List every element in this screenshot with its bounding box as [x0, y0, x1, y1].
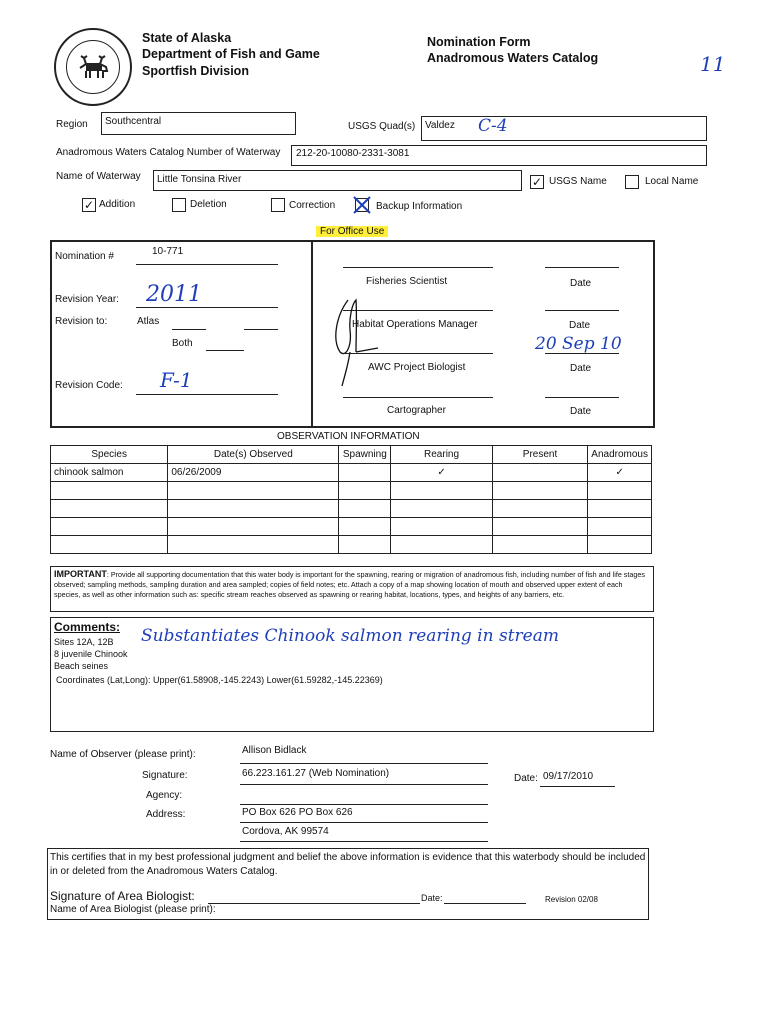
both-line — [206, 350, 244, 351]
col-spawning: Spawning — [339, 446, 391, 464]
usgs-quad-handwritten: C-4 — [478, 116, 508, 136]
cell-anadromous[interactable] — [588, 518, 652, 536]
deletion-label: Deletion — [190, 199, 227, 210]
agency-line-1: State of Alaska — [142, 31, 232, 45]
region-field[interactable] — [101, 112, 296, 135]
habitat-date-line — [545, 310, 619, 311]
revision-note: Revision 02/08 — [545, 895, 598, 904]
atlas-line-2 — [244, 329, 278, 330]
nomination-value: 10-771 — [152, 246, 184, 257]
correction-checkbox[interactable] — [271, 198, 285, 212]
observer-date-value: 09/17/2010 — [543, 771, 594, 782]
signature-value: 66.223.161.27 (Web Nomination) — [242, 768, 390, 779]
address-line-2-rule — [240, 841, 488, 842]
cell-date[interactable] — [168, 482, 339, 500]
adfg-seal-logo — [54, 28, 132, 106]
revision-year-value: 2011 — [146, 282, 202, 307]
local-name-label: Local Name — [645, 176, 699, 187]
habitat-date-label: Date — [569, 320, 591, 331]
region-value: Southcentral — [105, 116, 162, 127]
comments-handwritten: Substantiates Chinook salmon rearing in stream — [141, 626, 559, 646]
cell-spawning[interactable] — [339, 500, 391, 518]
important-label: IMPORTANT — [54, 569, 107, 579]
catalog-number-value: 212-20-10080-2331-3081 — [296, 148, 410, 159]
signature-line — [240, 784, 488, 785]
agency-line — [240, 804, 488, 805]
cell-present[interactable] — [492, 464, 588, 482]
observer-date-line — [540, 786, 615, 787]
cell-present[interactable] — [492, 518, 588, 536]
addition-label: Addition — [99, 199, 136, 210]
form-title-1: Nomination Form — [427, 35, 531, 49]
col-date-observed: Date(s) Observed — [168, 446, 339, 464]
observation-header-row — [51, 446, 652, 464]
office-use-banner: For Office Use — [316, 226, 388, 237]
area-biologist-signature-line — [208, 903, 420, 904]
cell-rearing[interactable]: ✓ — [391, 464, 492, 482]
usgs-name-label: USGS Name — [549, 176, 607, 187]
observer-name-value: Allison Bidlack — [242, 745, 307, 756]
cartographer-line — [343, 397, 493, 398]
agency-line-2: Department of Fish and Game — [142, 47, 320, 61]
col-species: Species — [51, 446, 168, 464]
region-label: Region — [56, 119, 88, 130]
address-line-2: Cordova, AK 99574 — [242, 826, 329, 837]
backup-checkbox[interactable] — [355, 198, 369, 212]
awc-biologist-line — [343, 353, 493, 354]
habitat-manager-label: Habitat Operations Manager — [352, 319, 478, 330]
waterway-name-label: Name of Waterway — [56, 171, 141, 182]
important-box — [50, 566, 654, 612]
awc-date-line — [545, 353, 619, 354]
cell-species[interactable] — [51, 518, 168, 536]
cell-spawning[interactable] — [339, 482, 391, 500]
both-label: Both — [172, 338, 193, 349]
observer-date-label: Date: — [514, 773, 538, 784]
awc-biologist-label: AWC Project Biologist — [368, 362, 466, 373]
cartographer-date-label: Date — [570, 406, 592, 417]
awc-date-label: Date — [570, 363, 592, 374]
awc-handwritten-date: 20 Sep 10 — [535, 334, 622, 354]
address-label: Address: — [146, 809, 186, 820]
table-row — [51, 482, 652, 500]
cell-anadromous[interactable] — [588, 536, 652, 554]
waterway-name-field[interactable] — [153, 170, 522, 191]
table-row — [51, 518, 652, 536]
addition-check-icon: ✓ — [83, 198, 95, 212]
cell-rearing[interactable] — [391, 500, 492, 518]
area-biologist-signature-label: Signature of Area Biologist: — [50, 889, 195, 903]
correction-label: Correction — [289, 200, 336, 211]
usgs-quad-field[interactable] — [421, 116, 707, 141]
fisheries-date-line — [545, 267, 619, 268]
table-row — [51, 536, 652, 554]
atlas-line — [172, 329, 206, 330]
catalog-number-field[interactable] — [291, 145, 707, 166]
cell-species[interactable]: chinook salmon — [51, 464, 168, 482]
observer-name-line — [240, 763, 488, 764]
nomination-label: Nomination # — [55, 251, 114, 262]
cell-species[interactable] — [51, 536, 168, 554]
area-biologist-name-label: Name of Area Biologist (please print): — [50, 904, 216, 915]
comments-box[interactable] — [50, 617, 654, 732]
fisheries-date-label: Date — [570, 278, 592, 289]
cell-present[interactable] — [492, 482, 588, 500]
cell-spawning[interactable] — [339, 536, 391, 554]
revision-year-line — [136, 307, 278, 308]
cell-date[interactable] — [168, 500, 339, 518]
signature-label: Signature: — [142, 770, 188, 781]
agency-line-3: Sportfish Division — [142, 64, 249, 78]
certification-box — [47, 848, 649, 920]
cartographer-date-line — [545, 397, 619, 398]
comments-label: Comments: — [54, 620, 121, 634]
revision-to-label: Revision to: — [55, 316, 108, 327]
backup-label: Backup Information — [376, 201, 463, 212]
local-name-checkbox[interactable] — [625, 175, 639, 189]
usgs-quad-label: USGS Quad(s) — [348, 121, 416, 132]
address-line-1-rule — [240, 822, 488, 823]
col-anadromous: Anadromous — [588, 446, 652, 464]
catalog-number-label: Anadromous Waters Catalog Number of Waterway — [56, 147, 281, 158]
fisheries-scientist-label: Fisheries Scientist — [366, 276, 448, 287]
cell-anadromous[interactable]: ✓ — [588, 464, 652, 482]
revision-code-value: F-1 — [160, 368, 193, 392]
area-biologist-date-label: Date: — [421, 893, 443, 903]
cell-date[interactable] — [168, 518, 339, 536]
address-line-1: PO Box 626 PO Box 626 — [242, 807, 353, 818]
table-row — [51, 464, 652, 482]
handwritten-signature-mark — [326, 296, 386, 388]
comments-line-2: 8 juvenile Chinook — [54, 649, 128, 659]
agency-label: Agency: — [146, 790, 183, 801]
revision-year-label: Revision Year: — [55, 294, 119, 305]
cell-date[interactable] — [168, 536, 339, 554]
cell-rearing[interactable] — [391, 536, 492, 554]
cell-date[interactable]: 06/26/2009 — [168, 464, 339, 482]
observation-title: OBSERVATION INFORMATION — [277, 431, 420, 442]
observer-name-label: Name of Observer (please print): — [50, 749, 196, 760]
important-text-block — [54, 569, 650, 600]
cell-spawning[interactable] — [339, 464, 391, 482]
cartographer-label: Cartographer — [387, 405, 446, 416]
col-rearing: Rearing — [391, 446, 492, 464]
col-present: Present — [492, 446, 588, 464]
form-title-2: Anadromous Waters Catalog — [427, 51, 599, 65]
table-row — [51, 500, 652, 518]
cell-rearing[interactable] — [391, 518, 492, 536]
comments-line-3: Beach seines — [54, 661, 109, 671]
cell-present[interactable] — [492, 500, 588, 518]
backup-x-mark-icon — [353, 196, 371, 214]
corner-handwritten-mark: 11 — [700, 52, 726, 76]
cell-anadromous[interactable] — [588, 500, 652, 518]
comments-line-1: Sites 12A, 12B — [54, 637, 114, 647]
revision-code-label: Revision Code: — [55, 380, 123, 391]
deletion-checkbox[interactable] — [172, 198, 186, 212]
usgs-quad-value: Valdez — [425, 120, 455, 131]
cell-species[interactable] — [51, 482, 168, 500]
nomination-line — [136, 264, 278, 265]
fisheries-scientist-line — [343, 267, 493, 268]
atlas-label: Atlas — [137, 316, 160, 327]
cell-anadromous[interactable] — [588, 482, 652, 500]
office-use-divider — [311, 240, 313, 428]
comments-line-4: Coordinates (Lat,Long): Upper(61.58908,-145.2243) Lower(61.59282,-145.22369) — [56, 675, 383, 685]
usgs-name-check-icon: ✓ — [531, 175, 543, 189]
revision-code-line — [136, 394, 278, 395]
important-text: : Provide all supporting documentation that this water body is important for the spawning, rearing or migration of anadromous fish, including number of fish and life stages observed; sampling methods, sampling duration and area sampled; copies of field notes; etc. Attach a copy of a map showing location of mouth and observed upper extent of each species, as well as other information such as: specific stream reaches observed as spawning or rearing habitat, locations, types, and heights of any barriers, etc. — [54, 570, 645, 599]
observation-table — [50, 445, 652, 554]
caribou-icon — [76, 54, 112, 82]
certification-text: This certifies that in my best professional judgment and belief the above information is evidence that this waterbody should be included in or deleted from the Anadromous Waters Catalog. — [50, 852, 646, 877]
addition-checkbox[interactable] — [82, 198, 96, 212]
cell-species[interactable] — [51, 500, 168, 518]
cell-present[interactable] — [492, 536, 588, 554]
cell-rearing[interactable] — [391, 482, 492, 500]
cell-spawning[interactable] — [339, 518, 391, 536]
usgs-name-checkbox[interactable] — [530, 175, 544, 189]
waterway-name-value: Little Tonsina River — [157, 174, 242, 185]
area-biologist-date-line — [444, 903, 526, 904]
